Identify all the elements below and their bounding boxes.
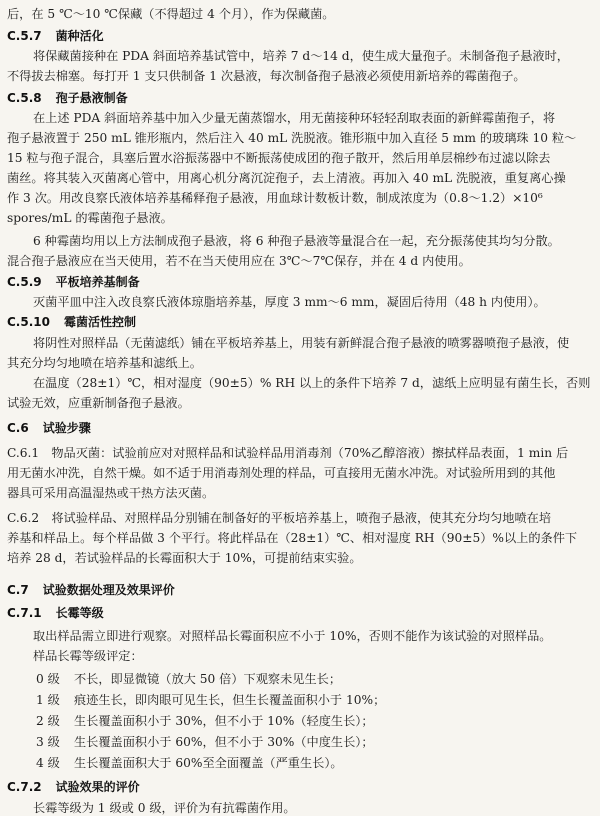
section-heading [7,28,104,44]
mold-level-number: 1 级 [36,693,60,707]
paragraph-line: 用无菌水冲洗，自然干燥。如不适于用消毒剂处理的样品，可直接用无菌水冲洗。对试验所用到的其他 [7,466,556,480]
paragraph-line: 培养 28 d，若试验样品的长霉面积大于 10%，可提前结束实验。 [7,551,362,565]
paragraph-line: 其充分均匀地喷在培养基和滤纸上。 [7,356,202,370]
section-title: 长霉等级 [55,606,104,620]
section-heading [7,779,140,795]
section-heading [7,582,175,598]
mold-level-item [0,692,600,708]
mold-level-number: 3 级 [36,735,60,749]
section-number: C.7.1 [7,606,42,620]
paragraph-line: 试验无效，应重新制备孢子悬液。 [7,396,190,410]
paragraph-first-line: 长霉等级为 1 级或 0 级，评价为有抗霉菌作用。 [33,801,296,815]
section-title: 试验效果的评价 [55,780,140,794]
section-heading [7,274,140,290]
mold-level-item [0,671,600,687]
section-title: 孢子悬液制备 [55,91,128,105]
mold-level-description: 生长覆盖面积小于 60%，但不小于 30%（中度生长）； [74,735,374,749]
paragraph-line: 养基和样品上。每个样品做 3 个平行。将此样品在（28±1）℃、相对湿度 RH（90±5）%以上的条件下 [7,531,578,545]
paragraph-line: 不得拔去棉塞。每打开 1 支只供制备 1 次悬液，每次制备孢子悬液必须使用新培养的霉菌孢子。 [7,69,526,83]
section-title: 试验步骤 [42,421,91,435]
section-number: C.5.10 [7,315,50,329]
paragraph-line: 孢子悬液置于 250 mL 锥形瓶内，然后注入 40 mL 洗脱液。锥形瓶中加入直径 5 mm 的玻璃珠 10 粒～ [7,131,577,145]
paragraph-first-line: 灭菌平皿中注入改良察氏液体琼脂培养基，厚度 3 mm～6 mm，凝固后待用（48 h 内使用）。 [33,295,546,309]
mold-level-description: 生长覆盖面积小于 30%，但不小于 10%（轻度生长）； [74,714,374,728]
section-number: C.6 [7,421,29,435]
paragraph-line: 器具可采用高温湿热或干热方法灭菌。 [7,486,215,500]
paragraph-line: C.6.1 物品灭菌：试验前应对对照样品和试验样品用消毒剂（70%乙醇溶液）擦拭样品表面，1 min 后 [7,446,569,460]
paragraph-line: C.6.2 将试验样品、对照样品分别铺在制备好的平板培养基上，喷孢子悬液，使其充分均匀地喷在培 [7,511,552,525]
paragraph-line: spores/mL 的霉菌孢子悬液。 [7,211,173,225]
paragraph-line: 混合孢子悬液应在当天使用，若不在当天使用应在 3℃～7℃保存，并在 4 d 内使用。 [7,254,471,268]
section-number: C.5.9 [7,275,42,289]
section-number: C.5.7 [7,29,42,43]
paragraph-line: 后，在 5 ℃～10 ℃保藏（不得超过 4 个月），作为保藏菌。 [7,7,335,21]
mold-level-number: 0 级 [36,672,60,686]
section-heading [7,605,104,621]
mold-level-item [0,755,600,771]
paragraph-first-line: 取出样品需立即进行观察。对照样品长霉面积应不小于 10%，否则不能作为该试验的对照样品。 [33,629,552,643]
paragraph-line: 15 粒与孢子混合，具塞后置水浴振荡器中不断振荡使成团的孢子散开，然后用单层棉纱布过滤以除去 [7,151,551,165]
paragraph-first-line: 样品长霉等级评定： [33,649,143,663]
mold-level-description: 生长覆盖面积大于 60%至全面覆盖（严重生长）。 [74,756,343,770]
section-heading [7,90,128,106]
mold-level-description: 痕迹生长，即肉眼可见生长，但生长覆盖面积小于 10%； [74,693,386,707]
section-title: 试验数据处理及效果评价 [42,583,175,597]
section-number: C.7 [7,583,29,597]
paragraph-first-line: 在温度（28±1）℃，相对湿度（90±5）% RH 以上的条件下培养 7 d，滤纸上应明显有菌生长，否则 [33,376,591,390]
paragraph-line: 菌丝。将其装入灭菌离心管中，用离心机分离沉淀孢子，去上清液。再加入 40 mL 洗脱液，重复离心操 [7,171,566,185]
section-number: C.5.8 [7,91,42,105]
paragraph-first-line: 将阴性对照样品（无菌滤纸）铺在平板培养基上，用装有新鲜混合孢子悬液的喷雾器喷孢子悬液，使 [33,336,570,350]
section-heading [7,420,91,436]
mold-level-number: 4 级 [36,756,60,770]
section-number: C.7.2 [7,780,42,794]
section-title: 菌种活化 [55,29,104,43]
paragraph-first-line: 6 种霉菌均用以上方法制成孢子悬液，将 6 种孢子悬液等量混合在一起，充分振荡使其均匀分散。 [33,234,560,248]
paragraph-line: 作 3 次。用改良察氏液体培养基稀释孢子悬液，用血球计数板计数，制成浓度为（0.8～1.2）×10⁶ [7,191,543,205]
mold-level-item [0,734,600,750]
mold-level-item [0,713,600,729]
section-title: 平板培养基制备 [55,275,140,289]
mold-level-description: 不长，即显微镜（放大 50 倍）下观察未见生长； [74,672,342,686]
mold-level-number: 2 级 [36,714,60,728]
section-heading [7,314,136,330]
paragraph-first-line: 将保藏菌接种在 PDA 斜面培养基试管中，培养 7 d～14 d，使生成大量孢子。未制备孢子悬液时， [33,49,569,63]
section-title: 霉菌活性控制 [63,315,136,329]
paragraph-first-line: 在上述 PDA 斜面培养基中加入少量无菌蒸馏水，用无菌接种环轻轻刮取表面的新鲜霉菌孢子，将 [33,111,556,125]
